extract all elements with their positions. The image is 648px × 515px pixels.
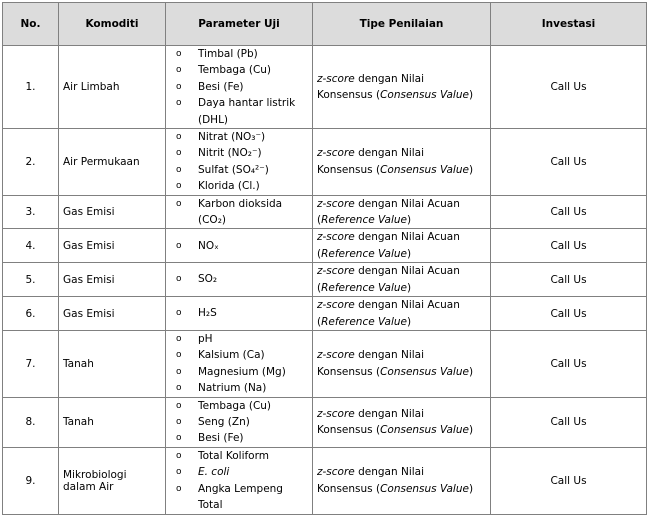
tipe-penilaian-cell [313, 129, 491, 196]
tipe-rest: dengan Nilai [354, 466, 424, 479]
row-number: 4. [3, 229, 59, 263]
tipe-line2-plain: ( [317, 281, 322, 294]
parameter-item [176, 497, 308, 513]
tipe-penilaian-cell [313, 195, 491, 229]
investasi-cell: Call Us [491, 297, 647, 331]
table-row [3, 397, 647, 447]
parameter-list [176, 46, 308, 128]
bullet-icon: o [176, 416, 182, 427]
row-number: 5. [3, 263, 59, 297]
bullet-icon: o [176, 81, 182, 92]
tipe-line-1 [317, 297, 486, 313]
table-row [3, 129, 647, 196]
tipe-line2-end: ) [468, 89, 474, 102]
parameter-item [176, 238, 308, 254]
row-number: 7. [3, 330, 59, 397]
tipe-line-2 [317, 162, 486, 178]
header-no: No. [3, 3, 59, 46]
parameter-item [176, 112, 308, 128]
row-number: 9. [3, 447, 59, 514]
bullet-icon: o [176, 467, 182, 478]
tipe-line2-plain: ( [317, 247, 322, 260]
bullet-icon: o [176, 49, 182, 59]
parameter-text: Seng (Zn) [198, 415, 250, 428]
table-row [3, 229, 647, 263]
table-row [3, 330, 647, 397]
parameter-text: Natrium (Na) [198, 382, 267, 395]
bullet-icon: o [176, 400, 182, 411]
tipe-line2-plain: Konsensus ( [317, 424, 381, 437]
tipe-line2-italic: Consensus Value [380, 365, 469, 378]
komoditi-cell: Gas Emisi [59, 229, 166, 263]
bullet-icon: o [176, 366, 182, 377]
tipe-penilaian-cell [313, 330, 491, 397]
investasi-cell: Call Us [491, 330, 647, 397]
investasi-cell: Call Us [491, 229, 647, 263]
parameter-text: Magnesium (Mg) [198, 365, 286, 378]
tipe-prefix: z-score [317, 299, 355, 312]
parameter-cell [166, 263, 313, 297]
tipe-line2-end: ) [407, 247, 412, 260]
bullet-icon: o [176, 164, 182, 175]
tipe-line2-plain: Konsensus ( [317, 365, 381, 378]
tipe-line-2 [317, 481, 486, 497]
tipe-line2-plain: Konsensus ( [317, 89, 381, 102]
parameter-text: NOₓ [198, 239, 219, 252]
tipe-line-1 [317, 464, 486, 480]
tipe-line-1 [317, 406, 486, 422]
parameter-cell [166, 195, 313, 229]
table-row [3, 46, 647, 129]
komoditi-cell: Gas Emisi [59, 297, 166, 331]
tipe-line2-italic: Reference Value [321, 281, 408, 294]
parameter-text: Tembaga (Cu) [198, 399, 272, 412]
tipe-penilaian-cell [313, 297, 491, 331]
table-row [3, 447, 647, 514]
bullet-icon: o [176, 98, 182, 109]
tipe-line2-end: ) [407, 214, 412, 227]
tipe-prefix: z-score [317, 197, 355, 210]
tipe-prefix: z-score [317, 349, 355, 362]
parameter-item [176, 414, 308, 430]
parameter-item [176, 364, 308, 380]
investasi-cell: Call Us [491, 46, 647, 129]
tipe-line2-end: ) [407, 315, 412, 328]
tipe-rest: dengan Nilai [354, 72, 424, 85]
tipe-line-2 [317, 246, 486, 262]
parameter-text: Karbon dioksida [198, 197, 283, 210]
table-row [3, 195, 647, 229]
header-row [3, 3, 647, 46]
bullet-icon [176, 212, 198, 228]
investasi-cell: Call Us [491, 397, 647, 447]
bullet-icon [176, 497, 198, 513]
parameter-text: SO₂ [198, 273, 218, 286]
parameter-cell [166, 129, 313, 196]
row-number: 8. [3, 397, 59, 447]
parameter-text: H₂S [198, 307, 217, 320]
parameter-cell [166, 397, 313, 447]
tipe-penilaian-cell [313, 447, 491, 514]
tipe-penilaian-cell [313, 229, 491, 263]
parameter-list [176, 448, 308, 514]
proficiency-test-table [2, 2, 647, 515]
tipe-line2-plain: ( [317, 315, 322, 328]
tipe-line2-plain: Konsensus ( [317, 163, 381, 176]
parameter-text: Nitrit (NO₂⁻) [198, 147, 262, 160]
komoditi-cell: Tanah [59, 397, 166, 447]
parameter-list [176, 305, 308, 321]
header-investasi: Investasi [491, 3, 647, 46]
tipe-line-1 [317, 71, 486, 87]
tipe-line-1 [317, 263, 486, 279]
bullet-icon: o [176, 433, 182, 444]
parameter-item [176, 464, 308, 480]
tipe-prefix: z-score [317, 72, 355, 85]
bullet-icon: o [176, 483, 182, 494]
bullet-icon [176, 112, 198, 128]
parameter-item [176, 46, 308, 62]
komoditi-cell: Gas Emisi [59, 263, 166, 297]
parameter-item [176, 95, 308, 111]
parameter-list [176, 129, 308, 195]
table-row [3, 263, 647, 297]
parameter-item [176, 398, 308, 414]
parameter-text: Kalsium (Ca) [198, 349, 265, 362]
tipe-line2-italic: Consensus Value [380, 482, 469, 495]
tipe-line2-end: ) [468, 424, 474, 437]
investasi-cell: Call Us [491, 263, 647, 297]
tipe-line2-end: ) [407, 281, 412, 294]
header-tipe: Tipe Penilaian [313, 3, 491, 46]
bullet-icon: o [176, 65, 182, 76]
bullet-icon: o [176, 148, 182, 159]
row-number: 3. [3, 195, 59, 229]
tipe-prefix: z-score [317, 466, 355, 479]
parameter-item [176, 305, 308, 321]
komoditi-cell: Mikrobiologi dalam Air [59, 447, 166, 514]
parameter-item [176, 481, 308, 497]
tipe-line2-italic: Reference Value [321, 315, 408, 328]
parameter-item [176, 162, 308, 178]
parameter-list [176, 398, 308, 447]
parameter-text: Timbal (Pb) [198, 48, 258, 60]
parameter-item [176, 79, 308, 95]
parameter-item [176, 129, 308, 145]
tipe-line-1 [317, 196, 486, 212]
komoditi-cell: Gas Emisi [59, 195, 166, 229]
tipe-line2-italic: Consensus Value [380, 163, 469, 176]
parameter-item [176, 331, 308, 347]
parameter-list [176, 196, 308, 229]
parameter-item [176, 178, 308, 194]
tipe-prefix: z-score [317, 407, 355, 420]
parameter-text: (CO₂) [198, 214, 226, 227]
komoditi-cell: Air Limbah [59, 46, 166, 129]
row-number: 6. [3, 297, 59, 331]
parameter-item [176, 145, 308, 161]
parameter-text: Daya hantar listrik [198, 97, 296, 110]
row-number: 1. [3, 46, 59, 129]
bullet-icon: o [176, 132, 182, 143]
bullet-icon: o [176, 383, 182, 394]
tipe-line-1 [317, 347, 486, 363]
parameter-text: Nitrat (NO₃⁻) [198, 131, 266, 144]
parameter-cell [166, 229, 313, 263]
bullet-icon: o [176, 274, 182, 285]
parameter-text: E. coli [198, 466, 230, 479]
tipe-line-2 [317, 212, 486, 228]
parameter-item [176, 380, 308, 396]
parameter-item [176, 430, 308, 446]
komoditi-cell: Air Permukaan [59, 129, 166, 196]
tipe-rest: dengan Nilai Acuan [354, 299, 460, 312]
parameter-text: Besi (Fe) [198, 432, 244, 445]
tipe-line-2 [317, 422, 486, 438]
tipe-line2-plain: ( [317, 214, 322, 227]
parameter-text: pH [198, 332, 213, 345]
parameter-item [176, 212, 308, 228]
tipe-line2-italic: Reference Value [321, 247, 408, 260]
tipe-prefix: z-score [317, 265, 355, 278]
tipe-line2-italic: Consensus Value [380, 424, 469, 437]
parameter-text: Sulfat (SO₄²⁻) [198, 163, 269, 176]
row-number: 2. [3, 129, 59, 196]
bullet-icon: o [176, 240, 182, 251]
parameter-cell [166, 330, 313, 397]
table-row [3, 297, 647, 331]
tipe-rest: dengan Nilai [354, 349, 424, 362]
tipe-rest: dengan Nilai [354, 407, 424, 420]
investasi-cell: Call Us [491, 195, 647, 229]
parameter-item [176, 196, 308, 212]
header-komoditi: Komoditi [59, 3, 166, 46]
table-body [3, 46, 647, 515]
tipe-line2-end: ) [468, 365, 474, 378]
parameter-text: Tembaga (Cu) [198, 64, 272, 77]
tipe-penilaian-cell [313, 263, 491, 297]
parameter-item [176, 347, 308, 363]
tipe-line-2 [317, 364, 486, 380]
parameter-list [176, 238, 308, 254]
investasi-cell: Call Us [491, 129, 647, 196]
tipe-rest: dengan Nilai Acuan [354, 265, 460, 278]
tipe-rest: dengan Nilai Acuan [354, 231, 460, 244]
tipe-line2-italic: Reference Value [321, 214, 408, 227]
header-parameter: Parameter Uji [166, 3, 313, 46]
tipe-rest: dengan Nilai [354, 147, 424, 160]
parameter-text: Besi (Fe) [198, 80, 244, 93]
parameter-text: Klorida (Cl.) [198, 180, 260, 193]
tipe-line-2 [317, 280, 486, 296]
bullet-icon: o [176, 350, 182, 361]
parameter-text: Angka Lempeng [198, 482, 283, 495]
tipe-line2-italic: Consensus Value [380, 89, 469, 102]
tipe-rest: dengan Nilai Acuan [354, 197, 460, 210]
tipe-line-2 [317, 314, 486, 330]
parameter-cell [166, 46, 313, 129]
tipe-penilaian-cell [313, 397, 491, 447]
parameter-cell [166, 447, 313, 514]
parameter-cell [166, 297, 313, 331]
tipe-line-2 [317, 87, 486, 103]
parameter-item [176, 271, 308, 287]
parameter-text: Total Koliform [198, 449, 269, 462]
parameter-text: (DHL) [198, 113, 229, 126]
bullet-icon: o [176, 333, 182, 344]
parameter-list [176, 331, 308, 397]
investasi-cell: Call Us [491, 447, 647, 514]
bullet-icon: o [176, 198, 182, 209]
tipe-prefix: z-score [317, 231, 355, 244]
tipe-line2-end: ) [468, 482, 474, 495]
komoditi-cell: Tanah [59, 330, 166, 397]
bullet-icon: o [176, 181, 182, 192]
tipe-line2-end: ) [468, 163, 474, 176]
tipe-line2-plain: Konsensus ( [317, 482, 381, 495]
parameter-list [176, 271, 308, 287]
tipe-line-1 [317, 229, 486, 245]
parameter-item [176, 448, 308, 464]
bullet-icon: o [176, 450, 182, 461]
parameter-text: Total [198, 499, 223, 512]
parameter-item [176, 62, 308, 78]
tipe-line-1 [317, 145, 486, 161]
bullet-icon: o [176, 308, 182, 319]
tipe-prefix: z-score [317, 147, 355, 160]
tipe-penilaian-cell [313, 46, 491, 129]
